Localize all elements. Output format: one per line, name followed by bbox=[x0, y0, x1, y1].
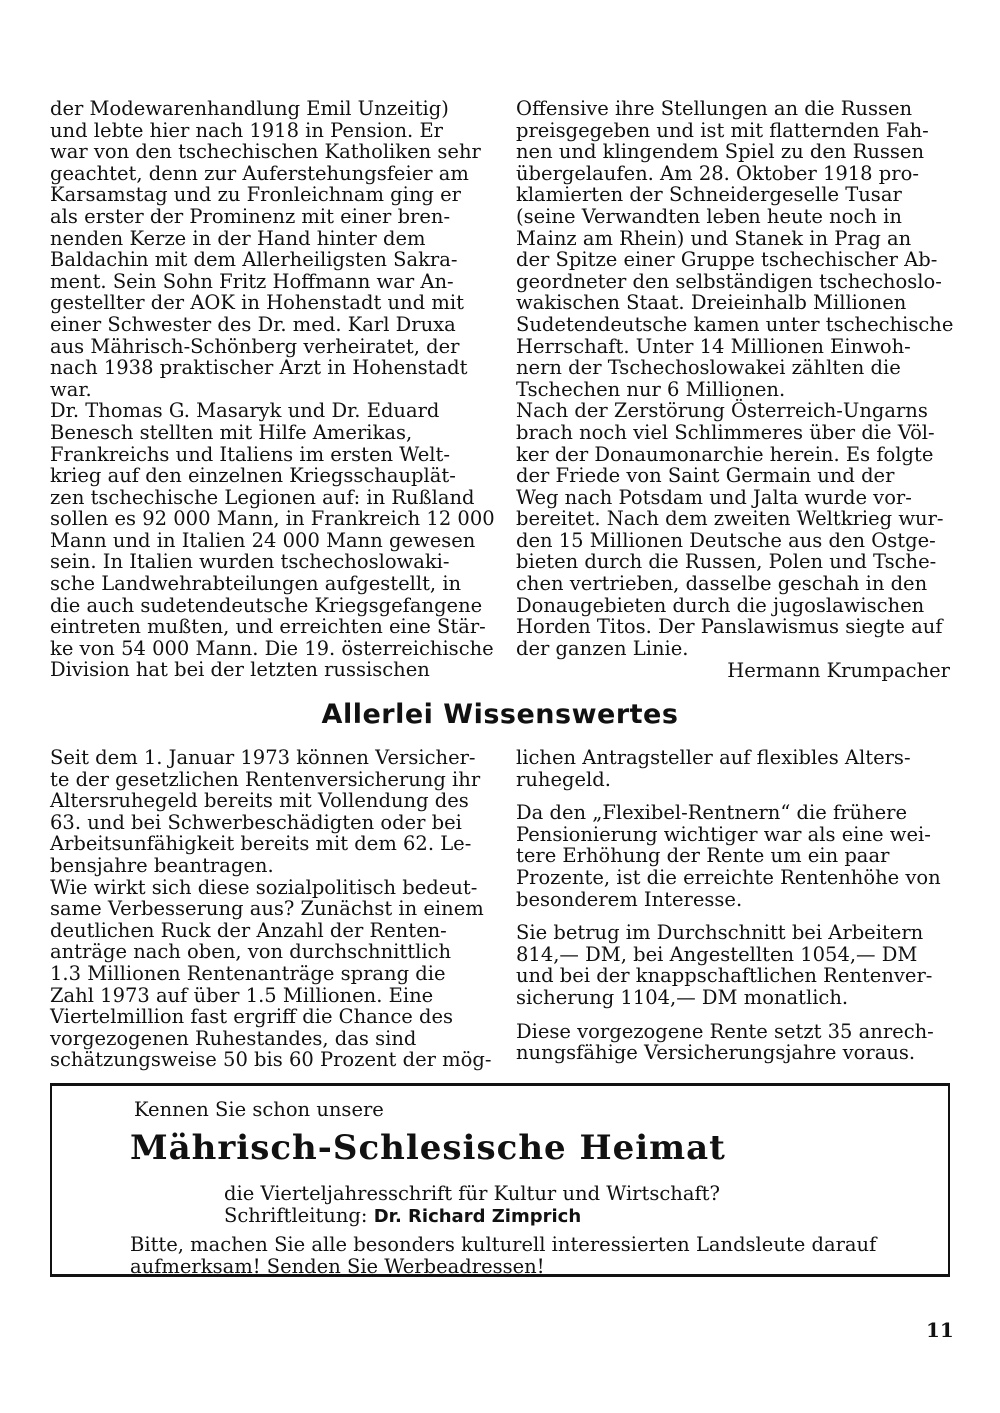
text-line: Frankreichs und Italiens im ersten Welt- bbox=[50, 442, 450, 466]
text-line: zen tschechische Legionen auf: in Rußland bbox=[50, 485, 475, 509]
text-line: Mann und in Italien 24 000 Mann gewesen bbox=[50, 528, 476, 552]
text-line: ruhegeld. bbox=[516, 767, 611, 791]
text-line: Seit dem 1. Januar 1973 können Versicher- bbox=[50, 746, 476, 769]
ad-appeal bbox=[130, 1234, 950, 1277]
text-line: übergelaufen. Am 28. Oktober 1918 pro- bbox=[516, 161, 919, 185]
text-line: ker der Donaumonarchie herein. Es folgte bbox=[516, 442, 934, 466]
text-line: und bei der knappschaftlichen Rentenver- bbox=[516, 964, 933, 988]
text-line: (seine Verwandten leben heute noch in bbox=[516, 204, 902, 228]
ad-editor-name: Dr. Richard Zimprich bbox=[373, 1206, 582, 1227]
text-line: wakischen Staat. Dreieinhalb Millionen bbox=[516, 291, 907, 315]
section-paragraph bbox=[516, 747, 950, 790]
text-line: sche Landwehrabteilungen aufgestellt, in bbox=[50, 572, 462, 596]
ad-editor bbox=[224, 1204, 581, 1227]
text-line: Pensionierung wichtiger war als eine wei- bbox=[516, 822, 931, 846]
text-line: chen vertrieben, dasselbe geschah in den bbox=[516, 572, 928, 596]
article-right-text bbox=[516, 97, 954, 660]
text-line: Tschechen nur 6 Millionen. bbox=[516, 377, 786, 401]
text-line: tere Erhöhung der Rente um ein paar bbox=[516, 844, 890, 868]
text-line: Arbeitsunfähigkeit bereits mit dem 62. Le- bbox=[50, 832, 472, 856]
text-line: Karsamstag und zu Fronleichnam ging er bbox=[50, 183, 461, 207]
text-line: bieten durch die Russen, Polen und Tsche- bbox=[516, 550, 937, 574]
text-line: Offensive ihre Stellungen an die Russen bbox=[516, 97, 913, 120]
ad-editor-label: Schriftleitung: bbox=[224, 1204, 368, 1227]
text-line: preisgegeben und ist mit flatternden Fah- bbox=[516, 118, 929, 142]
ad-subtitle: die Vierteljahresschrift für Kultur und Wirtschaft? bbox=[224, 1182, 720, 1205]
article-column-top-left bbox=[50, 97, 495, 682]
text-line: 63. und bei Schwerbeschädigten oder bei bbox=[50, 810, 462, 834]
section-heading: Allerlei Wissenswertes bbox=[321, 699, 679, 730]
text-line: krieg auf den einzelnen Kriegsschauplät- bbox=[50, 464, 456, 488]
section-paragraph bbox=[516, 802, 950, 910]
text-line: der Modewarenhandlung Emil Unzeitig) bbox=[50, 97, 449, 120]
text-line: lichen Antragsteller auf flexibles Alters- bbox=[516, 746, 911, 769]
text-line: Weg nach Potsdam und Jalta wurde vor- bbox=[516, 485, 912, 509]
text-line: als erster der Prominenz mit einer bren- bbox=[50, 204, 451, 228]
ad-appeal-line: Bitte, machen Sie alle besonders kulturell interessierten Landsleute darauf bbox=[130, 1233, 877, 1256]
text-line: Viertelmillion fast ergriff die Chance des bbox=[50, 1005, 454, 1029]
advertisement-box bbox=[50, 1083, 950, 1277]
article-column-top-right bbox=[516, 97, 954, 683]
text-line: anträge nach oben, von durchschnittlich bbox=[50, 940, 452, 964]
ad-title: Mährisch-Schlesische Heimat bbox=[130, 1128, 726, 1168]
text-line: der Friede von Saint Germain und der bbox=[516, 464, 895, 488]
ad-appeal-line: aufmerksam! Senden Sie Werbeadressen! bbox=[130, 1254, 545, 1278]
text-line: sollen es 92 000 Mann, in Frankreich 12 000 bbox=[50, 507, 495, 531]
text-line: te der gesetzlichen Rentenversicherung ihr bbox=[50, 767, 481, 791]
text-line: Nach der Zerstörung Österreich-Ungarns bbox=[516, 399, 928, 423]
text-line: Zahl 1973 auf über 1.5 Millionen. Eine bbox=[50, 983, 434, 1007]
text-line: Horden Titos. Der Panslawismus siegte auf bbox=[516, 615, 943, 639]
text-line: Sie betrug im Durchschnitt bei Arbeitern bbox=[516, 921, 924, 945]
text-line: ment. Sein Sohn Fritz Hoffmann war An- bbox=[50, 269, 454, 293]
text-line: klamierten der Schneidergeselle Tusar bbox=[516, 183, 902, 207]
text-line: einer Schwester des Dr. med. Karl Druxa bbox=[50, 312, 456, 336]
text-line: der Spitze einer Gruppe tschechischer Ab- bbox=[516, 248, 938, 272]
text-line: same Verbesserung aus? Zunächst in einem bbox=[50, 897, 484, 921]
text-line: nach 1938 praktischer Arzt in Hohenstadt bbox=[50, 356, 468, 380]
text-line: bereitet. Nach dem zweiten Weltkrieg wur- bbox=[516, 507, 944, 531]
text-line: Dr. Thomas G. Masaryk und Dr. Eduard bbox=[50, 399, 440, 423]
text-line: Mainz am Rhein) und Stanek in Prag an bbox=[516, 226, 912, 250]
text-line: vorgezogenen Ruhestandes, das sind bbox=[50, 1026, 417, 1050]
text-line: ke von 54 000 Mann. Die 19. österreichische bbox=[50, 636, 494, 660]
ad-intro: Kennen Sie schon unsere bbox=[134, 1098, 384, 1121]
text-line: eintreten mußten, und erreichten eine Stär- bbox=[50, 615, 486, 639]
text-line: nungsfähige Versicherungsjahre voraus. bbox=[516, 1041, 916, 1065]
text-line: der ganzen Linie. bbox=[516, 636, 689, 660]
text-line: Da den „Flexibel-Rentnern“ die frühere bbox=[516, 801, 908, 825]
text-line: geachtet, denn zur Auferstehungsfeier am bbox=[50, 161, 469, 185]
author-signature: Hermann Krumpacher bbox=[727, 659, 950, 683]
text-line: bensjahre beantragen. bbox=[50, 853, 274, 877]
text-line: Prozente, ist die erreichte Rentenhöhe von bbox=[516, 865, 941, 889]
text-line: deutlichen Ruck der Anzahl der Renten- bbox=[50, 918, 447, 942]
text-line: Benesch stellten mit Hilfe Amerikas, bbox=[50, 420, 413, 444]
text-line: Diese vorgezogene Rente setzt 35 anrech- bbox=[516, 1019, 934, 1043]
text-line: 814,— DM, bei Angestellten 1054,— DM bbox=[516, 942, 918, 966]
text-line: aus Mährisch-Schönberg verheiratet, der bbox=[50, 334, 460, 358]
text-line: Wie wirkt sich diese sozialpolitisch bedeut- bbox=[50, 875, 478, 899]
text-line: Division hat bei der letzten russischen bbox=[50, 658, 430, 682]
text-line: war. bbox=[50, 377, 92, 401]
text-line: gestellter der AOK in Hohenstadt und mit bbox=[50, 291, 464, 315]
text-line: und lebte hier nach 1918 in Pension. Er bbox=[50, 118, 444, 142]
text-line: Sudetendeutsche kamen unter tschechische bbox=[516, 312, 954, 336]
section-column-right bbox=[516, 747, 950, 1064]
section-column-left bbox=[50, 746, 492, 1072]
page-number: 11 bbox=[926, 1318, 954, 1342]
text-line: schätzungsweise 50 bis 60 Prozent der mög- bbox=[50, 1048, 492, 1072]
text-line: nern der Tschechoslowakei zählten die bbox=[516, 356, 901, 380]
text-line: sicherung 1104,— DM monatlich. bbox=[516, 985, 849, 1009]
text-line: Altersruhegeld bereits mit Vollendung des bbox=[50, 789, 469, 813]
text-line: nen und klingendem Spiel zu den Russen bbox=[516, 140, 925, 164]
text-line: war von den tschechischen Katholiken sehr bbox=[50, 140, 481, 164]
text-line: 1.3 Millionen Rentenanträge sprang die bbox=[50, 961, 446, 985]
section-paragraph bbox=[516, 1021, 950, 1064]
text-line: besonderem Interesse. bbox=[516, 887, 743, 911]
text-line: Herrschaft. Unter 14 Millionen Einwoh- bbox=[516, 334, 911, 358]
text-line: Baldachin mit dem Allerheiligsten Sakra- bbox=[50, 248, 458, 272]
text-line: sein. In Italien wurden tschechoslowaki- bbox=[50, 550, 450, 574]
text-line: die auch sudetendeutsche Kriegsgefangene bbox=[50, 593, 483, 617]
text-line: brach noch viel Schlimmeres über die Völ- bbox=[516, 420, 935, 444]
text-line: nenden Kerze in der Hand hinter dem bbox=[50, 226, 426, 250]
section-paragraph bbox=[516, 922, 950, 1008]
text-line: den 15 Millionen Deutsche aus den Ostge- bbox=[516, 528, 936, 552]
text-line: Donaugebieten durch die jugoslawischen bbox=[516, 593, 925, 617]
text-line: geordneter den selbständigen tschechoslo- bbox=[516, 269, 942, 293]
